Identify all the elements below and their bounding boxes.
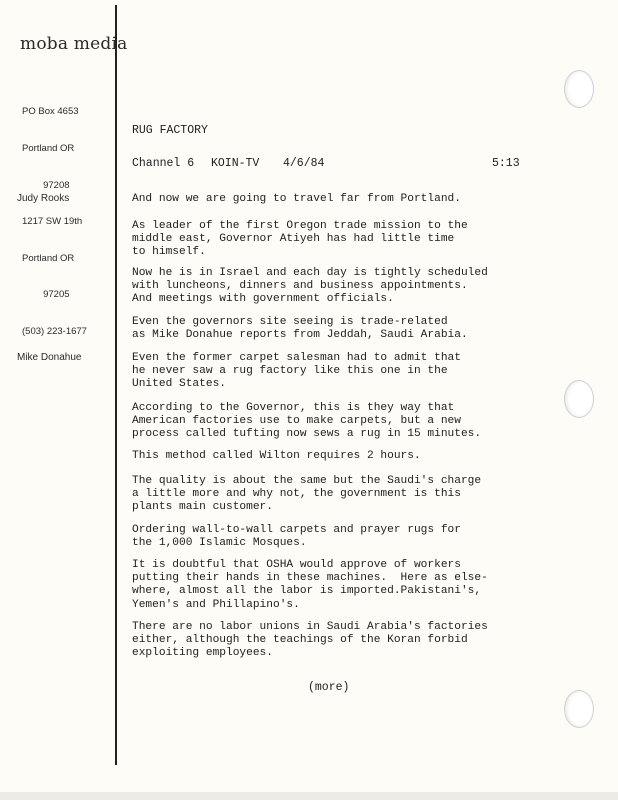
- script-paragraph: According to the Governor, this is they way that American factories use to make carpets, but a new process called tufting now sews a rug in 15 minutes.: [132, 402, 482, 441]
- speaker-anchor: Judy Rooks: [17, 193, 70, 204]
- binder-hole: [564, 690, 594, 728]
- binder-hole: [564, 70, 594, 108]
- more-marker: (more): [308, 681, 350, 694]
- address-line: 97205: [22, 289, 70, 301]
- script-paragraph: Ordering wall-to-wall carpets and prayer rugs for the 1,000 Islamic Mosques.: [132, 524, 461, 550]
- script-paragraph: As leader of the first Oregon trade mission to the middle east, Governor Atiyeh has had little time to himself.: [132, 220, 468, 259]
- address-line: 1217 SW 19th: [22, 216, 83, 228]
- air-date: 4/6/84: [283, 157, 325, 170]
- address-line: 97208: [22, 179, 70, 191]
- margin-rule: [115, 5, 117, 765]
- letterhead-brand: moba media: [20, 34, 128, 54]
- address-line: (503) 223-1677: [22, 326, 87, 338]
- script-paragraph: It is doubtful that OSHA would approve of workers putting their hands in these machines. Here as else- where, almost all the labor is imported.Pakistani's, Yemen's and Phillapino's.: [132, 559, 488, 611]
- story-slug: RUG FACTORY: [132, 124, 208, 137]
- runtime: 5:13: [492, 157, 520, 170]
- script-paragraph: This method called Wilton requires 2 hours.: [132, 450, 421, 462]
- script-paragraph: Now he is in Israel and each day is tightly scheduled with luncheons, dinners and business appointments. And meetings with government officials.: [132, 267, 488, 306]
- address-line: Portland OR: [22, 252, 75, 264]
- address-line: Portland OR: [22, 143, 75, 155]
- page-bottom-edge: [0, 792, 618, 800]
- script-paragraph: And now we are going to travel far from Portland.: [132, 193, 461, 205]
- address-line: PO Box 4653: [22, 106, 79, 118]
- script-paragraph: There are no labor unions in Saudi Arabia's factories either, although the teachings of the Koran forbid exploiting employees.: [132, 621, 488, 660]
- script-paragraph: The quality is about the same but the Saudi's charge a little more and why not, the government is this plants main customer.: [132, 475, 482, 514]
- channel: Channel 6: [132, 157, 195, 170]
- station: KOIN-TV: [211, 157, 260, 170]
- letterhead-address: [22, 82, 87, 363]
- script-paragraph: Even the governors site seeing is trade-related as Mike Donahue reports from Jeddah, Saudi Arabia.: [132, 316, 468, 342]
- speaker-reporter: Mike Donahue: [17, 352, 82, 363]
- script-paragraph: Even the former carpet salesman had to admit that he never saw a rug factory like this one in the United States.: [132, 352, 461, 391]
- binder-hole: [564, 380, 594, 418]
